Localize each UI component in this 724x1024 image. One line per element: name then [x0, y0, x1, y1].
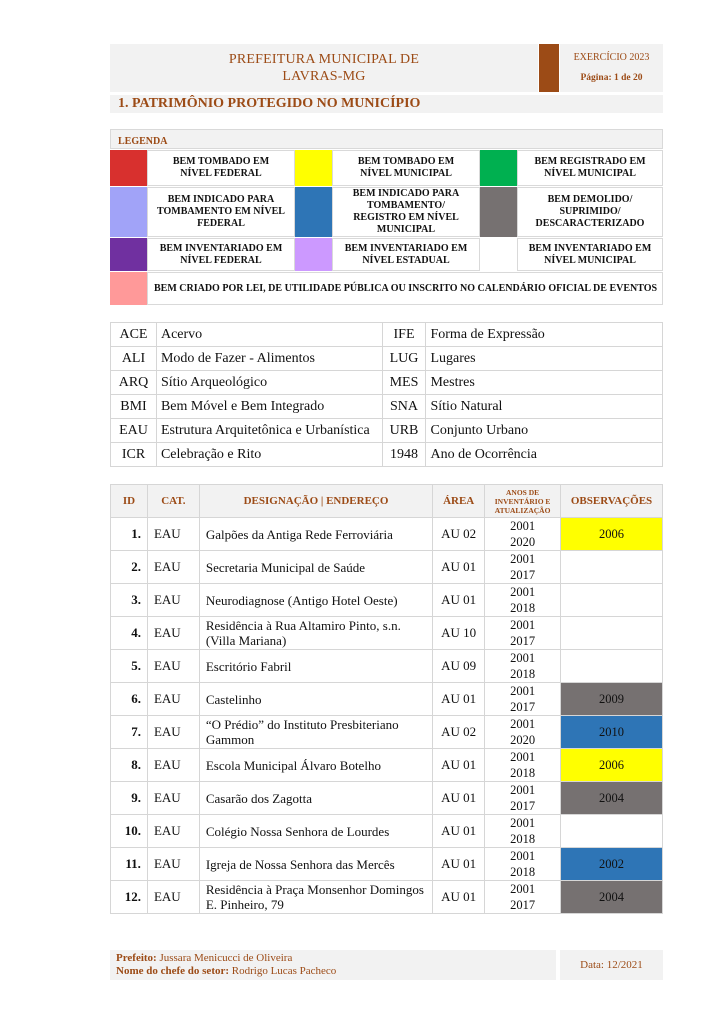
chief-label: Nome do chefe do setor:: [116, 965, 230, 977]
legend-swatch: [110, 187, 147, 237]
table-row: [111, 617, 663, 650]
row-year-update: 2018: [510, 766, 536, 780]
row-area: AU 09: [433, 650, 485, 683]
table-row: [111, 683, 663, 716]
table-row: [111, 848, 663, 881]
row-designation: Neurodiagnose (Antigo Hotel Oeste): [199, 584, 432, 617]
legend-label: BEM INVENTARIADO EM NÍVEL ESTADUAL: [332, 238, 480, 271]
row-observation: [561, 815, 663, 848]
col-header-id: ID: [111, 485, 148, 518]
row-years: [485, 848, 561, 881]
legend-swatch: [480, 187, 517, 237]
abbreviation-row: [111, 395, 663, 419]
row-id: 9.: [111, 782, 148, 815]
row-years: [485, 650, 561, 683]
page-header: [110, 44, 663, 92]
abbreviation-row: [111, 323, 663, 347]
row-year-inventory: 2001: [510, 882, 536, 896]
row-category: EAU: [147, 518, 199, 551]
row-id: 2.: [111, 551, 148, 584]
row-area: AU 01: [433, 749, 485, 782]
row-year-update: 2018: [510, 601, 536, 615]
category-abbreviation-table: [110, 322, 663, 467]
abbr-description: Bem Móvel e Bem Integrado: [156, 395, 382, 419]
table-row: [111, 815, 663, 848]
table-row: [111, 650, 663, 683]
row-id: 12.: [111, 881, 148, 914]
row-area: AU 01: [433, 815, 485, 848]
table-row: [111, 551, 663, 584]
row-area: AU 01: [433, 584, 485, 617]
row-designation: Secretaria Municipal de Saúde: [199, 551, 432, 584]
row-category: EAU: [147, 683, 199, 716]
row-id: 4.: [111, 617, 148, 650]
mayor-label: Prefeito:: [116, 952, 157, 964]
table-header-row: [111, 485, 663, 518]
row-id: 7.: [111, 716, 148, 749]
row-year-update: 2020: [510, 733, 536, 747]
row-observation: 2004: [561, 782, 663, 815]
abbr-description: Sítio Arqueológico: [156, 371, 382, 395]
row-observation: [561, 584, 663, 617]
row-years: [485, 749, 561, 782]
row-observation: 2009: [561, 683, 663, 716]
abbr-code: ARQ: [111, 371, 157, 395]
row-observation: 2002: [561, 848, 663, 881]
table-row: [111, 749, 663, 782]
row-year-inventory: 2001: [510, 816, 536, 830]
row-observation: 2010: [561, 716, 663, 749]
row-category: EAU: [147, 716, 199, 749]
table-row: [111, 584, 663, 617]
row-designation: Residência à Praça Monsenhor Domingos E. Pinheiro, 79: [199, 881, 432, 914]
legend-label: BEM INVENTARIADO EM NÍVEL FEDERAL: [147, 238, 295, 271]
row-years: [485, 617, 561, 650]
header-title-line2: LAVRAS-MG: [282, 69, 366, 84]
row-area: AU 01: [433, 848, 485, 881]
abbr-code: LUG: [382, 347, 426, 371]
legend-label: BEM DEMOLIDO/ SUPRIMIDO/ DESCARACTERIZADO: [517, 187, 663, 237]
row-id: 1.: [111, 518, 148, 551]
abbr-code: ICR: [111, 443, 157, 467]
footer-signatures: [110, 950, 556, 980]
row-year-inventory: 2001: [510, 849, 536, 863]
legend-label: BEM TOMBADO EM NÍVEL MUNICIPAL: [332, 150, 480, 186]
row-category: EAU: [147, 815, 199, 848]
mayor-name: Jussara Menicucci de Oliveira: [159, 952, 293, 964]
exercise-label: EXERCÍCIO 2023: [573, 52, 650, 63]
row-area: AU 01: [433, 782, 485, 815]
legend-label: BEM REGISTRADO EM NÍVEL MUNICIPAL: [517, 150, 663, 186]
legend-label: BEM TOMBADO EM NÍVEL FEDERAL: [147, 150, 295, 186]
abbr-description: Forma de Expressão: [426, 323, 663, 347]
legend-label: BEM INDICADO PARA TOMBAMENTO/ REGISTRO EM NÍVEL MUNICIPAL: [332, 187, 480, 237]
section-title: 1. PATRIMÔNIO PROTEGIDO NO MUNICÍPIO: [110, 95, 663, 113]
row-category: EAU: [147, 749, 199, 782]
row-designation: Escola Municipal Álvaro Botelho: [199, 749, 432, 782]
abbr-description: Ano de Ocorrência: [426, 443, 663, 467]
row-designation: Escritório Fabril: [199, 650, 432, 683]
legend-swatch: [480, 150, 517, 186]
legend-swatch: [110, 238, 147, 271]
row-year-update: 2017: [510, 568, 536, 582]
row-category: EAU: [147, 617, 199, 650]
row-years: [485, 683, 561, 716]
row-year-inventory: 2001: [510, 552, 536, 566]
legend-swatch: [480, 238, 517, 271]
row-year-update: 2018: [510, 667, 536, 681]
abbr-code: URB: [382, 419, 426, 443]
abbr-description: Modo de Fazer - Alimentos: [156, 347, 382, 371]
legend-swatch: [295, 187, 332, 237]
legend-title: LEGENDA: [110, 129, 663, 149]
row-id: 5.: [111, 650, 148, 683]
col-header-cat: CAT.: [147, 485, 199, 518]
row-year-update: 2017: [510, 799, 536, 813]
row-observation: [561, 650, 663, 683]
col-header-obs: OBSERVAÇÕES: [561, 485, 663, 518]
row-year-inventory: 2001: [510, 783, 536, 797]
row-year-inventory: 2001: [510, 519, 536, 533]
legend-swatch: [295, 238, 332, 271]
row-year-inventory: 2001: [510, 684, 536, 698]
row-years: [485, 782, 561, 815]
heritage-table: [110, 484, 663, 914]
row-year-update: 2017: [510, 634, 536, 648]
abbr-code: EAU: [111, 419, 157, 443]
abbr-code: ALI: [111, 347, 157, 371]
footer-date: Data: 12/2021: [560, 950, 663, 980]
row-year-inventory: 2001: [510, 750, 536, 764]
row-observation: 2006: [561, 749, 663, 782]
row-observation: [561, 551, 663, 584]
table-row: [111, 716, 663, 749]
col-header-area: ÁREA: [433, 485, 485, 518]
abbr-description: Celebração e Rito: [156, 443, 382, 467]
row-designation: Residência à Rua Altamiro Pinto, s.n. (Villa Mariana): [199, 617, 432, 650]
row-year-update: 2018: [510, 865, 536, 879]
header-info: [560, 44, 663, 92]
row-area: AU 10: [433, 617, 485, 650]
footer-chief: [116, 965, 556, 978]
row-observation: [561, 617, 663, 650]
row-id: 8.: [111, 749, 148, 782]
row-designation: “O Prédio” do Instituto Presbiteriano Gammon: [199, 716, 432, 749]
row-area: AU 01: [433, 551, 485, 584]
row-area: AU 02: [433, 518, 485, 551]
row-years: [485, 815, 561, 848]
row-category: EAU: [147, 881, 199, 914]
legend-label-wide: BEM CRIADO POR LEI, DE UTILIDADE PÚBLICA OU INSCRITO NO CALENDÁRIO OFICIAL DE EVENTOS: [147, 272, 663, 305]
abbr-code: BMI: [111, 395, 157, 419]
legend-swatch-wide: [110, 272, 147, 305]
table-row: [111, 518, 663, 551]
table-row: [111, 782, 663, 815]
row-years: [485, 551, 561, 584]
row-category: EAU: [147, 551, 199, 584]
abbr-description: Mestres: [426, 371, 663, 395]
legend-swatch: [110, 150, 147, 186]
table-row: [111, 881, 663, 914]
abbr-description: Acervo: [156, 323, 382, 347]
row-year-inventory: 2001: [510, 585, 536, 599]
row-year-update: 2020: [510, 535, 536, 549]
abbreviation-row: [111, 371, 663, 395]
abbreviation-row: [111, 347, 663, 371]
row-year-update: 2017: [510, 898, 536, 912]
abbr-code: ACE: [111, 323, 157, 347]
row-designation: Casarão dos Zagotta: [199, 782, 432, 815]
row-observation: 2004: [561, 881, 663, 914]
row-year-inventory: 2001: [510, 717, 536, 731]
row-id: 10.: [111, 815, 148, 848]
legend-label: BEM INVENTARIADO EM NÍVEL MUNICIPAL: [517, 238, 663, 271]
abbr-code: SNA: [382, 395, 426, 419]
row-area: AU 02: [433, 716, 485, 749]
header-title-line1: PREFEITURA MUNICIPAL DE: [228, 52, 420, 67]
row-id: 3.: [111, 584, 148, 617]
abbr-code: IFE: [382, 323, 426, 347]
legend-label: BEM INDICADO PARA TOMBAMENTO EM NÍVEL FEDERAL: [147, 187, 295, 237]
row-year-inventory: 2001: [510, 618, 536, 632]
row-designation: Colégio Nossa Senhora de Lourdes: [199, 815, 432, 848]
row-year-update: 2018: [510, 832, 536, 846]
row-designation: Galpões da Antiga Rede Ferroviária: [199, 518, 432, 551]
abbr-description: Lugares: [426, 347, 663, 371]
row-years: [485, 881, 561, 914]
row-id: 11.: [111, 848, 148, 881]
header-title: [110, 44, 538, 92]
abbr-description: Conjunto Urbano: [426, 419, 663, 443]
row-category: EAU: [147, 650, 199, 683]
row-years: [485, 518, 561, 551]
row-area: AU 01: [433, 881, 485, 914]
abbr-description: Estrutura Arquitetônica e Urbanística: [156, 419, 382, 443]
col-header-years: ANOS DE INVENTÁRIO E ATUALIZAÇÃO: [485, 485, 561, 518]
abbr-code: MES: [382, 371, 426, 395]
legend-swatch: [295, 150, 332, 186]
row-area: AU 01: [433, 683, 485, 716]
row-category: EAU: [147, 848, 199, 881]
row-year-update: 2017: [510, 700, 536, 714]
row-designation: Igreja de Nossa Senhora das Mercês: [199, 848, 432, 881]
footer-mayor: [116, 952, 556, 965]
abbreviation-row: [111, 443, 663, 467]
row-category: EAU: [147, 584, 199, 617]
col-header-designation: DESIGNAÇÃO | ENDEREÇO: [199, 485, 432, 518]
row-years: [485, 716, 561, 749]
row-observation: 2006: [561, 518, 663, 551]
abbreviation-row: [111, 419, 663, 443]
row-category: EAU: [147, 782, 199, 815]
abbr-description: Sítio Natural: [426, 395, 663, 419]
abbr-code: 1948: [382, 443, 426, 467]
row-year-inventory: 2001: [510, 651, 536, 665]
header-accent-bar: [539, 44, 559, 92]
page-number: Página: 1 de 20: [580, 73, 643, 83]
row-years: [485, 584, 561, 617]
chief-name: Rodrigo Lucas Pacheco: [231, 965, 337, 977]
row-designation: Castelinho: [199, 683, 432, 716]
row-id: 6.: [111, 683, 148, 716]
